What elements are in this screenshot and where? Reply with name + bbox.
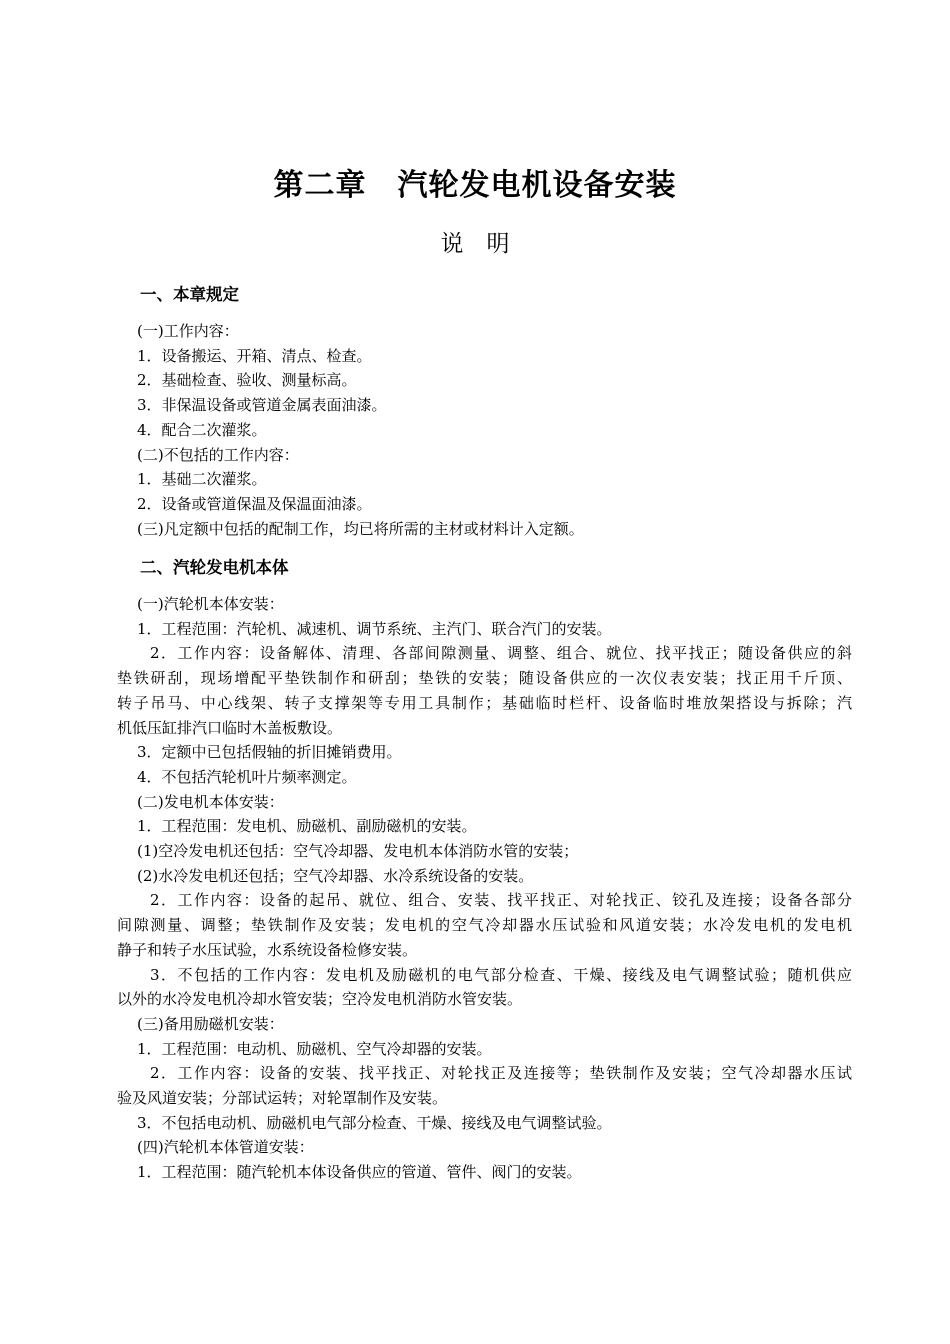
text-line: 以外的水冷发电机冷却水管安装；空冷发电机消防水管安装。	[117, 990, 523, 1009]
text-line: 1．工程范围：发电机、励磁机、副励磁机的安装。	[137, 817, 477, 836]
text-line: (一)汽轮机本体安装：	[137, 595, 284, 613]
heading-chapter-rules: 一、本章规定	[140, 285, 239, 304]
text-line: (2)水冷发电机还包括；空气冷却器、水冷系统设备的安装。	[137, 866, 534, 885]
text-line: 2．工作内容：设备的起吊、就位、组合、安装、找平找正、对轮找正、铰孔及连接；设备各部分	[117, 891, 852, 910]
text-line: 2．工作内容：设备的安装、找平找正、对轮找正及连接等；垫铁制作及安装；空气冷却器水压试	[117, 1064, 852, 1083]
text-line: (三)凡定额中包括的配制工作，均已将所需的主材或材料计入定额。	[137, 519, 584, 538]
text-line: 验及风道安装；分部试运转；对轮罩制作及安装。	[117, 1089, 448, 1108]
text-line: 间隙测量、调整；垫铁制作及安装；发电机的空气冷却器水压试验和风道安装；水冷发电机的发电机	[117, 916, 852, 935]
text-line: 1．工程范围：随汽轮机本体设备供应的管道、管件、阀门的安装。	[137, 1163, 582, 1182]
text-line: 2．设备或管道保温及保温面油漆。	[137, 494, 372, 513]
chapter-title: 第二章 汽轮发电机设备安装	[273, 168, 677, 203]
text-line: (三)备用励磁机安装：	[137, 1014, 284, 1033]
turbine-block	[117, 592, 852, 1185]
text-line: (一)工作内容：	[137, 322, 239, 340]
text-line: (二)发电机本体安装：	[137, 792, 284, 811]
text-line: 1．工程范围：电动机、励磁机、空气冷却器的安装。	[137, 1039, 492, 1058]
text-line: 4．配合二次灌浆。	[137, 420, 267, 439]
text-line: 2．基础检查、验收、测量标高。	[137, 371, 357, 390]
text-line: 3．不包括的工作内容：发电机及励磁机的电气部分检查、干燥、接线及电气调整试验；随机供应	[117, 965, 852, 984]
text-line: (1)空冷发电机还包括：空气冷却器、发电机本体消防水管的安装；	[137, 842, 579, 861]
text-line: 机低压缸排汽口临时木盖板敷设。	[117, 718, 343, 737]
text-line: 转子吊马、中心线架、转子支撑架等专用工具制作；基础临时栏杆、设备临时堆放架搭设与拆除；汽	[117, 693, 852, 712]
rules-block	[137, 319, 852, 541]
heading-turbine-generator-body: 二、汽轮发电机本体	[140, 558, 289, 577]
text-line: 垫铁研刮，现场增配平垫铁制作和研刮；垫铁的安装；随设备供应的一次仪表安装；找正用千斤顶、	[117, 669, 852, 688]
text-line: 3．非保温设备或管道金属表面油漆。	[137, 396, 387, 415]
text-line: 1．设备搬运、开箱、清点、检查。	[137, 346, 372, 365]
text-line: 静子和转子水压试验，水系统设备检修安装。	[117, 940, 418, 959]
text-line: 1．基础二次灌浆。	[137, 470, 267, 489]
text-line: 3．定额中已包括假轴的折旧摊销费用。	[137, 743, 402, 762]
text-line: 4．不包括汽轮机叶片频率测定。	[137, 767, 357, 786]
section-title: 说 明	[440, 231, 510, 257]
text-line: 3．不包括电动机、励磁机电气部分检查、干燥、接线及电气调整试验。	[137, 1113, 612, 1132]
text-line: (二)不包括的工作内容：	[137, 445, 299, 464]
text-line: 2．工作内容：设备解体、清理、各部间隙测量、调整、组合、就位、找平找正；随设备供应的斜	[117, 644, 852, 663]
text-line: (四)汽轮机本体管道安装：	[137, 1138, 314, 1157]
text-line: 1．工程范围：汽轮机、减速机、调节系统、主汽门、联合汽门的安装。	[137, 619, 612, 638]
